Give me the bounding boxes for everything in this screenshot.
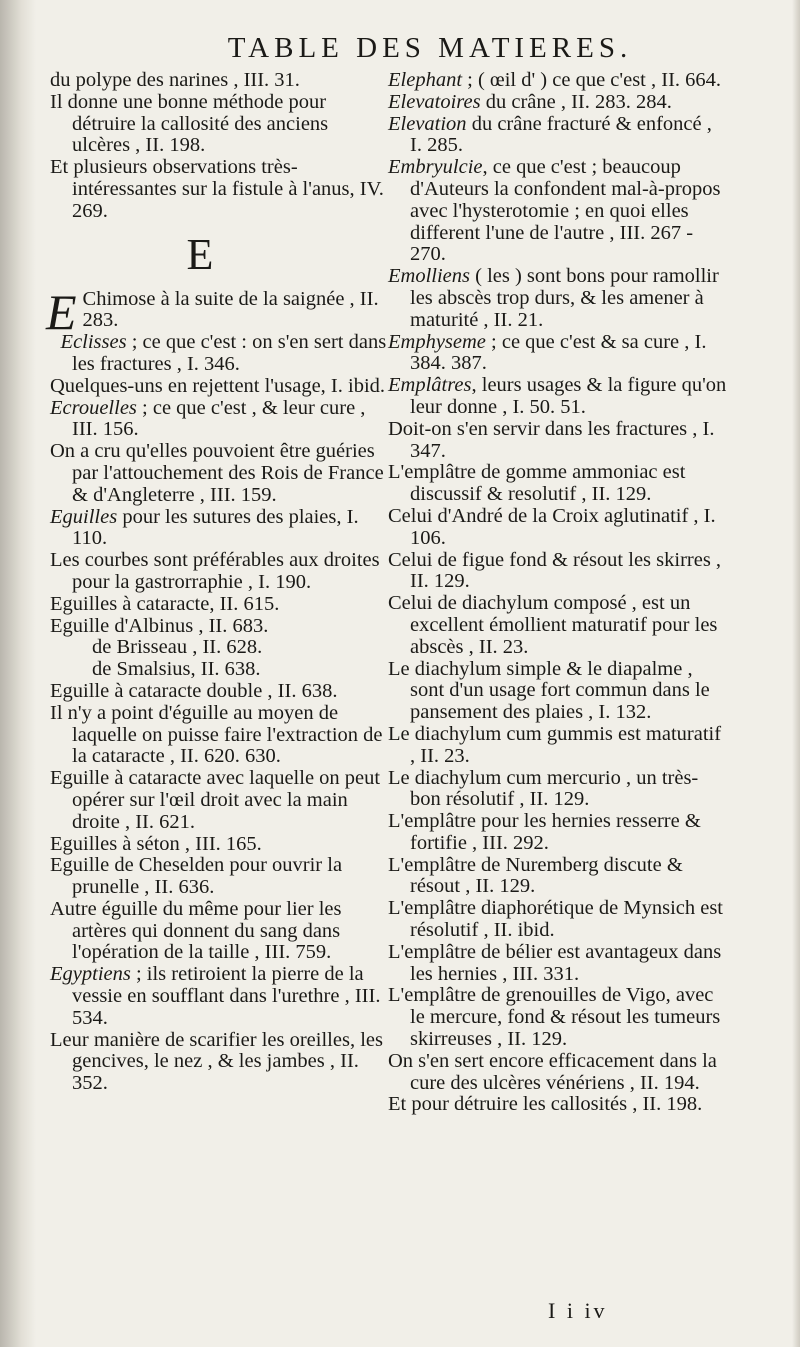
index-entry <box>388 1094 728 1116</box>
entry-text: Le diachylum cum gummis est maturatif , II. 23. <box>388 722 722 767</box>
entry-text: Autre éguille du même pour lier les artères qui donnent du sang dans l'opération de la taille , III. 759. <box>50 897 342 964</box>
index-entry <box>388 506 728 550</box>
index-entry <box>388 92 728 114</box>
entry-text: L'emplâtre de grenouilles de Vigo, avec le mercure, fond & résout les tumeurs skirreuses , II. 129. <box>388 984 721 1051</box>
entry-term: Emplâtres <box>388 374 472 397</box>
index-entry <box>50 681 390 703</box>
entry-term: Emphyseme <box>388 330 486 353</box>
entry-term: Elevatoires <box>388 90 481 113</box>
signature-mark: I i iv <box>548 1298 608 1323</box>
index-entry <box>388 855 728 899</box>
index-entry <box>388 375 728 419</box>
index-entry <box>46 283 390 340</box>
entry-text: Le diachylum cum mercurio , un très-bon résolutif , II. 129. <box>388 766 699 811</box>
entry-text: du crâne , II. 283. 284. <box>480 90 672 113</box>
index-entry <box>50 659 390 681</box>
entry-text: de Brisseau , II. 628. <box>92 636 263 659</box>
entry-text: L'emplâtre de gomme ammoniac est discussif & resolutif , II. 129. <box>388 461 686 506</box>
index-entry <box>50 376 390 398</box>
entry-text: L'emplâtre diaphorétique de Mynsich est résolutif , II. ibid. <box>388 897 724 942</box>
index-entry <box>388 462 728 506</box>
page-edge-shadow <box>792 0 800 1347</box>
entry-text: Celui d'André de la Croix aglutinatif , I. 106. <box>388 504 716 549</box>
entry-text: Eguilles à séton , III. 165. <box>50 832 262 855</box>
entry-text: de Smalsius, II. 638. <box>92 658 261 681</box>
entry-term: Eclisses <box>60 331 127 354</box>
entry-text: Et plusieurs observations très-intéressantes sur la fistule à l'anus, IV. 269. <box>50 156 384 222</box>
index-entry <box>50 507 390 551</box>
entry-text: ( les ) sont bons pour ramollir les abscès trop durs, & les amener à maturité , II. 21. <box>410 265 719 331</box>
index-entry <box>388 1051 728 1095</box>
index-entry <box>50 768 390 833</box>
index-entry <box>50 157 390 222</box>
entry-text: Le diachylum simple & le diapalme , sont d'un usage fort commun dans le pansement des plaies , I. 132. <box>388 657 710 724</box>
index-entry <box>388 157 728 266</box>
entry-text: Il n'y a point d'éguille au moyen de laquelle on puisse faire l'extraction de la cataracte , II. 620. 630. <box>50 701 383 768</box>
entry-term: Eguilles <box>50 505 118 528</box>
index-entry <box>50 594 390 616</box>
entry-text: Les courbes sont préférables aux droites pour la gastrorraphie , I. 190. <box>50 549 380 593</box>
entry-text: On a cru qu'elles pouvoient être guéries par l'attouchement des Rois de France & d'Angleterre , III. 159. <box>50 440 384 506</box>
drop-cap-letter: E <box>46 283 77 340</box>
running-head: TABLE DES MATIERES. <box>227 32 633 64</box>
index-entry <box>50 899 390 964</box>
index-entry <box>50 441 390 506</box>
entry-text: Eguille d'Albinus , II. 683. <box>50 614 269 637</box>
entry-text: ; ce que c'est & sa cure , I. 384. 387. <box>410 330 707 375</box>
index-entry <box>50 92 390 157</box>
index-entry <box>388 942 728 986</box>
entry-text: L'emplâtre pour les hernies resserre & fortifie , III. 292. <box>388 810 701 854</box>
entry-term: Elevation <box>388 112 467 135</box>
entry-text: Il donne une bonne méthode pour détruire la callosité des anciens ulcères , II. 198. <box>50 90 329 157</box>
index-entry <box>388 898 728 942</box>
index-entry <box>50 637 390 659</box>
index-entry <box>388 985 728 1050</box>
index-entry <box>388 593 728 658</box>
index-entry <box>388 724 728 768</box>
index-entry <box>388 332 728 376</box>
entry-text: Chimose à la suite de la saignée , II. 283. <box>82 287 379 332</box>
entry-text: ; ( œil d' ) ce que c'est , II. 664. <box>462 69 722 91</box>
entry-text: du crâne fracturé & enfoncé , I. 285. <box>410 112 712 157</box>
index-entry <box>50 70 390 92</box>
index-entry <box>50 855 390 899</box>
page-binding-shadow <box>0 0 36 1347</box>
entry-text: , leurs usages & la figure qu'on leur donne , I. 50. 51. <box>410 374 727 418</box>
index-entry <box>50 834 390 856</box>
index-entry <box>50 550 390 594</box>
index-entry <box>388 419 728 463</box>
entry-text: ; ils retiroient la pierre de la vessie en soufflant dans l'urethre , III. 534. <box>72 963 381 1029</box>
section-letter-heading: E <box>186 229 214 279</box>
entry-text: On s'en sert encore efficacement dans la cure des ulcères vénériens , II. 194. <box>388 1049 717 1094</box>
index-entry <box>388 811 728 855</box>
entry-term: Embryulcie <box>388 156 483 179</box>
entry-text: , ce que c'est ; beaucoup d'Auteurs la confondent mal-à-propos avec l'hysterotomie ; en quoi elles different l'une de l'autre , III. 267 - 270. <box>410 156 721 266</box>
index-entry <box>388 550 728 594</box>
entry-text: Leur manière de scarifier les oreilles, les gencives, le nez , & les jambes , II. 352. <box>50 1028 383 1095</box>
entry-term: Egyptiens <box>50 963 131 986</box>
left-column <box>46 69 390 1095</box>
entry-term: Elephant <box>388 69 463 91</box>
index-entry <box>388 659 728 724</box>
index-entry <box>50 703 390 768</box>
entry-text: Eguille à cataracte double , II. 638. <box>50 679 338 702</box>
index-entry <box>50 616 390 638</box>
entry-text: Et pour détruire les callosités , II. 198. <box>388 1093 703 1116</box>
right-column <box>388 70 728 1116</box>
index-entry <box>388 266 728 331</box>
entry-text: Celui de figue fond & résout les skirres , II. 129. <box>388 548 722 593</box>
entry-text: L'emplâtre de Nuremberg discute & résout , II. 129. <box>388 853 683 898</box>
index-entry <box>388 70 728 92</box>
entry-text: du polype des narines , III. 31. <box>50 69 300 91</box>
index-entry <box>50 1030 390 1095</box>
index-entry <box>50 332 390 376</box>
entry-text: L'emplâtre de bélier est avantageux dans les hernies , III. 331. <box>388 940 722 985</box>
index-entry <box>388 768 728 812</box>
entry-text: Quelques-uns en rejettent l'usage, I. ibid. <box>50 374 386 397</box>
entry-text: ; ce que c'est , & leur cure , III. 156. <box>72 396 366 441</box>
index-entry <box>50 964 390 1029</box>
entry-term: Ecrouelles <box>50 396 137 419</box>
entry-text: Eguille à cataracte avec laquelle on peut opérer sur l'œil droit avec la main droite , II. 621. <box>50 767 381 833</box>
entry-text: pour les sutures des plaies, I. 110. <box>72 505 359 550</box>
entry-text: Celui de diachylum composé , est un excellent émollient maturatif pour les abscès , II. 23. <box>388 592 718 658</box>
entry-text: Eguille de Cheselden pour ouvrir la prunelle , II. 636. <box>50 854 343 899</box>
index-entry <box>50 398 390 442</box>
entry-text: Doit-on s'en servir dans les fractures , I. 347. <box>388 417 715 462</box>
entry-term: Emolliens <box>388 265 470 288</box>
entry-text: ; ce que c'est : on s'en sert dans les fractures , I. 346. <box>72 331 387 375</box>
index-entry <box>388 114 728 158</box>
entry-text: Eguilles à cataracte, II. 615. <box>50 592 280 615</box>
